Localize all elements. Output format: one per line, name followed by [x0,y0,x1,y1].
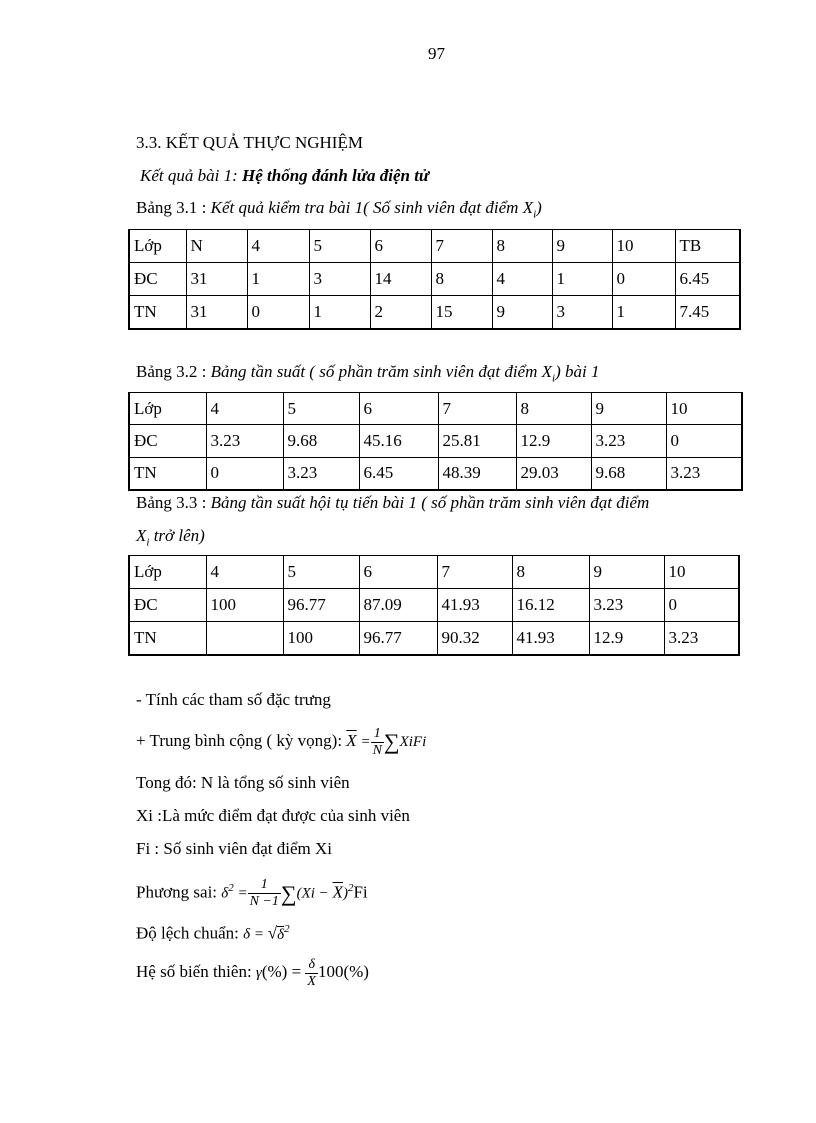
table-cell: TN [129,296,186,329]
cv-fraction [305,957,318,990]
table-cell: 8 [492,230,552,263]
table-cell: 48.39 [438,458,516,490]
table-cell: 90.32 [437,622,512,655]
table-cell: 5 [283,393,359,425]
variance-sup: 2 [228,882,234,894]
table-cell: 8 [431,263,492,296]
caption-sub: i [533,208,537,221]
table-cell: 6 [359,393,438,425]
table-cell: 10 [612,230,675,263]
cv-line [136,952,369,993]
table-cell: TN [129,622,206,655]
table3-caption-line2 [136,526,205,548]
table-cell: 0 [206,458,283,490]
table-cell: 25.81 [438,425,516,458]
caption-x: X [136,526,147,545]
cv-label: Hệ số biến thiên: [136,962,256,981]
std-line [136,923,290,944]
cv-tail: 100(%) [317,962,369,981]
mean-lhs: $\overline{X}$ [346,731,357,750]
std-sup: 2 [284,923,290,935]
table-cell: ĐC [129,263,186,296]
variance-lhs: δ [221,885,229,902]
table-cell: 100 [206,589,283,622]
variance-close: ) [342,885,348,902]
table-cell: 8 [512,556,589,589]
table-cell: 3 [309,263,370,296]
variance-open: (Xi − [296,885,333,902]
caption-text: Bảng tần suất hội tụ tiến bài 1 ( số phần trăm sinh viên đạt điểm [210,493,650,512]
table-cell: 7 [438,393,516,425]
caption-text: Kết quả kiểm tra bài 1( Số sinh viên đạt điểm X [210,198,534,217]
sum-symbol: ∑ [383,729,400,755]
table-cell: 16.12 [512,589,589,622]
table-cell: 9 [552,230,612,263]
caption-prefix: Bảng 3.2 : [136,362,211,381]
table-cell: 100 [283,622,359,655]
table-cell: 3 [552,296,612,329]
caption-sub: i [146,536,150,549]
variance-fraction [248,877,281,910]
table2 [128,392,743,491]
mean-fraction [371,726,384,759]
subheading-title: Hệ thống đánh lửa điện tử [242,166,430,185]
variance-label: Phương sai: [136,882,222,902]
std-eq: = [250,926,268,943]
mean-label: + Trung bình cộng ( kỳ vọng): [136,731,347,750]
sqrt-symbol: √ [267,923,278,943]
table-cell: 12.9 [589,622,664,655]
caption-end: ) bài 1 [555,362,600,381]
table-cell: 8 [516,393,591,425]
fraction-numerator: 1 [371,726,384,743]
table-cell: 6 [359,556,437,589]
mean-term: XiFi [399,734,427,750]
table-cell: 4 [492,263,552,296]
std-lhs: δ [243,926,251,943]
line-fi: Fi : Số sinh viên đạt điểm Xi [136,839,332,858]
table-cell: 6.45 [675,263,740,296]
table-cell: TB [675,230,740,263]
subheading [140,166,429,186]
line-n: Tong đó: N là tổng số sinh viên [136,773,350,792]
table-cell: 0 [612,263,675,296]
table-cell: 14 [370,263,431,296]
table-cell: N [186,230,247,263]
table-cell: 0 [247,296,309,329]
table-cell: 1 [612,296,675,329]
table-cell: 45.16 [359,425,438,458]
table-cell: 6 [370,230,431,263]
table-cell: 2 [370,296,431,329]
caption-text: Bảng tần suất ( số phần trăm sinh viên đạt điểm X [210,362,553,381]
fraction-denominator: N [372,742,382,758]
table-cell [206,622,283,655]
table-cell: 3.23 [206,425,283,458]
table-cell: 9.68 [591,458,666,490]
table-cell: 9 [492,296,552,329]
table-cell: 12.9 [516,425,591,458]
table-cell: 9 [591,393,666,425]
table3-caption-line1 [136,493,649,513]
table-cell: 1 [309,296,370,329]
variance-bar: $\overline{X}$ [332,882,343,902]
caption-end: ) [536,198,542,217]
table-cell: Lớp [129,230,186,263]
variance-eq: = [233,885,248,902]
caption-prefix: Bảng 3.1 : [136,198,211,217]
table-cell: 6.45 [359,458,438,490]
table-cell: 5 [309,230,370,263]
std-label: Độ lệch chuẩn: [136,923,244,943]
table-cell: 4 [247,230,309,263]
params-heading: - Tính các tham số đặc trưng [136,690,331,709]
table-cell: 7 [431,230,492,263]
table-cell: 87.09 [359,589,437,622]
table-cell: 31 [186,296,247,329]
table-cell: Lớp [129,393,206,425]
table-cell: 10 [666,393,742,425]
fraction-numerator: 1 [248,877,281,894]
fraction-denominator: X [307,973,316,989]
table-cell: 3.23 [591,425,666,458]
table3 [128,555,740,656]
table-cell: 0 [664,589,739,622]
page-number: 97 [428,44,445,63]
cv-lhs: γ [255,965,262,981]
variance-line [136,868,368,914]
mean-eq: = [356,734,371,750]
table-cell: 41.93 [512,622,589,655]
table-cell: 7.45 [675,296,740,329]
table-cell: 9.68 [283,425,359,458]
table1 [128,229,741,330]
table-cell: 41.93 [437,589,512,622]
subheading-prefix: Kết quả bài 1: [140,166,242,185]
section-heading: 3.3. KẾT QUẢ THỰC NGHIỆM [136,133,363,152]
table-cell: 9 [589,556,664,589]
table2-caption [136,362,599,384]
table-cell: ĐC [129,425,206,458]
table-cell: 15 [431,296,492,329]
table-cell: 1 [552,263,612,296]
caption-sub: i [552,372,556,385]
table-cell: 3.23 [666,458,742,490]
table-cell: TN [129,458,206,490]
table-cell: 1 [247,263,309,296]
table-cell: 3.23 [283,458,359,490]
table-cell: 3.23 [664,622,739,655]
line-xi: Xi :Là mức điểm đạt được của sinh viên [136,806,410,825]
table-cell: 5 [283,556,359,589]
table-cell: 7 [437,556,512,589]
sum-symbol: ∑ [280,880,297,906]
mean-line [136,721,426,762]
table1-caption [136,198,542,220]
table-cell: 4 [206,556,283,589]
variance-tail: Fi [353,882,368,902]
fraction-denominator: N −1 [249,894,279,910]
fraction-numerator: δ [305,957,318,974]
table-cell: 29.03 [516,458,591,490]
variance-sup2: 2 [347,882,354,894]
table-cell: 96.77 [359,622,437,655]
table-cell: 10 [664,556,739,589]
table-cell: 4 [206,393,283,425]
table-cell: Lớp [129,556,206,589]
table-cell: 96.77 [283,589,359,622]
table-cell: 31 [186,263,247,296]
table-cell: 3.23 [589,589,664,622]
table-cell: ĐC [129,589,206,622]
table-cell: 0 [666,425,742,458]
caption-prefix: Bảng 3.3 : [136,493,211,512]
std-arg: δ [277,926,285,943]
caption-end: trở lên) [149,526,205,545]
cv-pct: (%) = [261,962,306,981]
